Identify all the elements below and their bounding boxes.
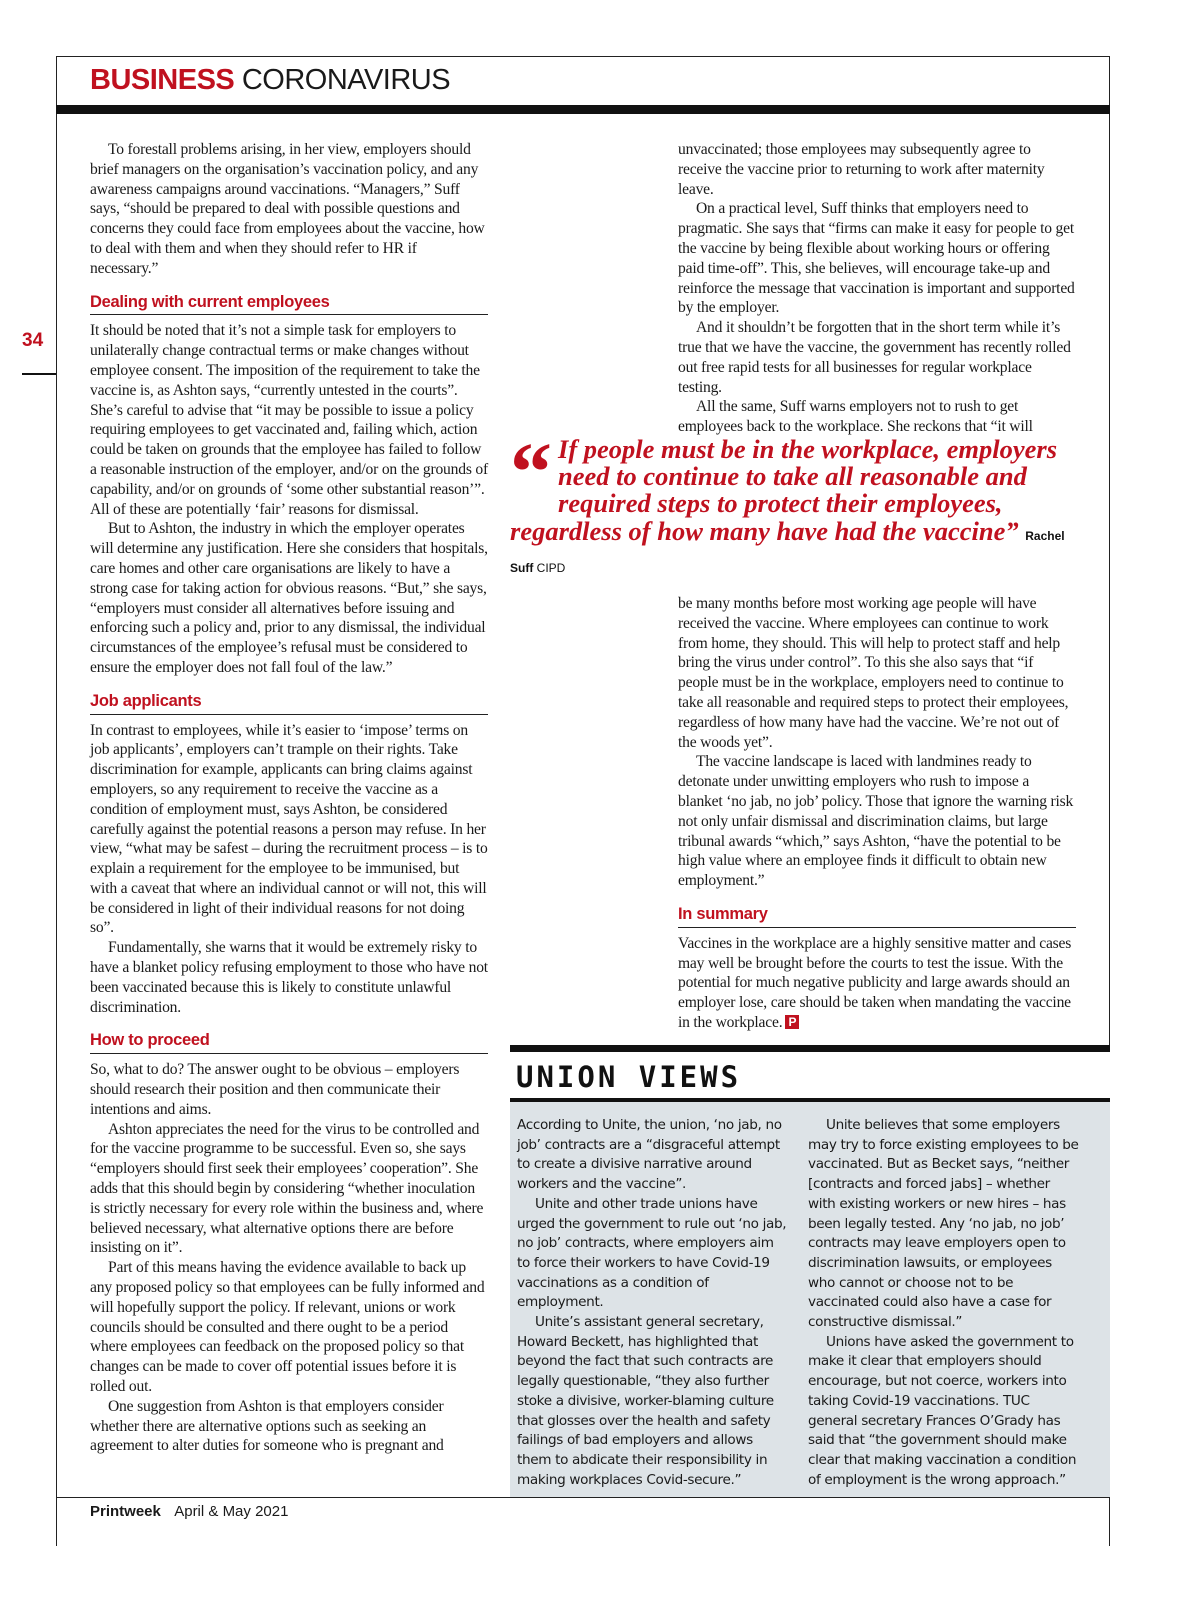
page-number-rule bbox=[22, 373, 56, 375]
union-views-title: UNION VIEWS bbox=[516, 1060, 742, 1094]
attribution-name: Rachel Suff bbox=[510, 528, 1065, 575]
section-header bbox=[90, 64, 450, 97]
paragraph: It should be noted that it’s not a simple task for employers to unilaterally change contractual terms or make changes without employee consent. The imposition of the requirement to take the vaccine is, as Ashton says, “currently untested in the courts”. She’s careful to advise that “it may be possible to issue a policy requiring employees to get vaccinated and, failing which, action could be taken on grounds that the employee has failed to follow a reasonable instruction of the employer, and/or on the grounds of capability, and/or on grounds of ‘some other substantial reason’”. All of these are potentially ‘fair’ reasons for dismissal. bbox=[90, 322, 488, 518]
paragraph: The vaccine landscape is laced with landmines ready to detonate under unwitting employers who rush to impose a blanket ‘no jab, no job’ policy. Those that ignore the warning risk not only unfair dismissal and discrimination claims, but large tribunal awards “which,” says Ashton, “have the potential to be high value where an employee finds it difficult to obtain new employment.” bbox=[678, 753, 1074, 890]
paragraph: be many months before most working age people will have received the vaccine. Where employees can continue to work from home, they should. This will help to protect staff and help bring the virus under control”. To this she also says that “if people must be in the workplace, employers need to continue to take all reasonable and required steps to protect their employees, regardless of how many have had the vaccine. We’re not out of the woods yet”. bbox=[678, 595, 1069, 751]
page-number: 34 bbox=[22, 330, 44, 351]
subheading-in-summary: In summary bbox=[678, 905, 1076, 928]
issue-date: April & May 2021 bbox=[174, 1503, 289, 1520]
attribution-org: CIPD bbox=[536, 560, 566, 575]
section-label: BUSINESS bbox=[90, 64, 235, 96]
paragraph: Part of this means having the evidence available to back up any proposed policy so that employees can be fully informed and will hopefully support the policy. If relevant, unions or work councils should be consulted and there ought to be a period where employees can feedback on the proposed policy so that changes can be made to cover off potential issues before it is rolled out. bbox=[90, 1259, 485, 1396]
topic-label: CORONAVIRUS bbox=[241, 64, 451, 96]
article-column-left bbox=[90, 140, 488, 1456]
paragraph: In contrast to employees, while it’s easier to ‘impose’ terms on job applicants’, employers can’t trample on their rights. Take discrimination for example, applicants can bring claims against employers, so any requirement to receive the vaccine as a condition of employment must, says Ashton, be considered carefully against the potential reasons a person may refuse. In her view, “what may be safest – during the recruitment process – is to explain a requirement for the employee to be immunised, but with a caveat that where an individual cannot or will not, this will be considered in light of their individual reasons for not doing so”. bbox=[90, 721, 488, 937]
subheading-job-applicants: Job applicants bbox=[90, 692, 488, 715]
article-column-right-top bbox=[678, 140, 1076, 437]
paragraph: And it shouldn’t be forgotten that in the short term while it’s true that we have the vaccine, the government has recently rolled out free rapid tests for all businesses for regular workplace testing. bbox=[678, 319, 1071, 396]
end-mark-icon: P bbox=[785, 1015, 799, 1029]
union-column-left bbox=[517, 1116, 789, 1490]
footer bbox=[90, 1503, 288, 1520]
footer-rule bbox=[56, 1497, 1110, 1498]
paragraph: Unite believes that some employers may try to force existing employees to be vaccinated. But as Becket says, “neither [contracts and forced jabs] – whether with existing workers or new hires – has been legally tested. Any ‘no jab, no job’ contracts may leave employers open to discrimination lawsuits, or employees who cannot or choose not to be vaccinated could also have a case for constructive dismissal.” bbox=[808, 1117, 1079, 1331]
paragraph: Unite and other trade unions have urged the government to rule out ‘no jab, no job’ contracts, where employers aim to force their workers to have Covid-19 vaccinations as a condition of employment. bbox=[517, 1195, 787, 1311]
paragraph: One suggestion from Ashton is that employers consider whether there are alternative options such as seeking an agreement to alter duties for someone who is pregnant and bbox=[90, 1397, 444, 1455]
quote-mark-icon: “ bbox=[510, 426, 552, 519]
pull-quote bbox=[510, 426, 1085, 582]
paragraph: According to Unite, the union, ‘no jab, no job’ contracts are a “disgraceful attempt to create a divisive narrative around workers and the vaccine”. bbox=[517, 1117, 782, 1193]
paragraph-summary bbox=[678, 934, 1076, 1033]
paragraph: Unite’s assistant general secretary, Howard Beckett, has highlighted that beyond the fact that such contracts are legally questionable, “they also further stoke a divisive, worker-blaming culture that glosses over the health and safety failings of bad employers and allows them to abdicate their responsibility in making workplaces Covid-secure.” bbox=[517, 1314, 774, 1488]
paragraph: Unions have asked the government to make it clear that employers should encourage, but not coerce, workers into taking Covid-19 vaccinations. TUC general secretary Frances O’Grady has said that “the government should make clear that making vaccination a condition of employment is the wrong approach.” bbox=[808, 1333, 1077, 1488]
header-rule bbox=[56, 105, 1110, 114]
paragraph: Fundamentally, she warns that it would be extremely risky to have a blanket policy refusing employment to those who have not been vaccinated because this is likely to constitute unlawful discrimination. bbox=[90, 939, 488, 1016]
union-column-right bbox=[808, 1116, 1080, 1490]
subheading-how-to-proceed: How to proceed bbox=[90, 1031, 488, 1054]
summary-text: Vaccines in the workplace are a highly sensitive matter and cases may well be brought before the courts to test the issue. With the potential for much negative publicity and large awards should an employer lose, care should be taken when mandating the vaccine in the workplace. bbox=[678, 934, 1072, 1031]
paragraph: On a practical level, Suff thinks that employers need to pragmatic. She says that “firms can make it easy for people to get the vaccine by being flexible about working hours or offering paid time-off”. This, she believes, will encourage take-up and reinforce the message that vaccination is important and supported by the employer. bbox=[678, 200, 1075, 317]
article-column-right-bottom bbox=[678, 594, 1076, 1033]
subheading-current-employees: Dealing with current employees bbox=[90, 293, 488, 316]
paragraph: So, what to do? The answer ought to be obvious – employers should research their position and then communicate their intentions and aims. bbox=[90, 1061, 460, 1118]
paragraph: All the same, Suff warns employers not to rush to get employees back to the workplace. She reckons that “it will bbox=[678, 398, 1033, 436]
magazine-name: Printweek bbox=[90, 1503, 161, 1520]
pull-quote-text: If people must be in the workplace, employers need to continue to take all reasonable and required steps to protect their employees, regardless of how many have had the vaccine” bbox=[510, 434, 1058, 546]
paragraph: unvaccinated; those employees may subsequently agree to receive the vaccine prior to returning to work after maternity leave. bbox=[678, 141, 1045, 198]
union-views-box bbox=[510, 1045, 1110, 1497]
paragraph: Ashton appreciates the need for the virus to be controlled and for the vaccine programme to be successful. Even so, she says “employers should first seek their employees’ cooperation”. She adds that this should begin by considering “whether inoculation is strictly necessary for every role within the business and, where believed necessary, what alternative options there are before insisting on it”. bbox=[90, 1120, 484, 1257]
union-title-rule bbox=[510, 1098, 1110, 1102]
paragraph: But to Ashton, the industry in which the employer operates will determine any justification. Here she considers that hospitals, care homes and other care organisations are likely to have a strong case for taking action for obvious reasons. “But,” she says, “employers must consider all alternatives before issuing and enforcing such a policy and, prior to any dismissal, the individual circumstances of the employee’s refusal must be considered to ensure the employer does not fall foul of the law.” bbox=[90, 520, 488, 676]
paragraph: To forestall problems arising, in her view, employers should brief managers on the organisation’s vaccination policy, and any awareness campaigns around vaccinations. “Managers,” Suff says, “should be prepared to deal with possible questions and concerns they could face from employees about the vaccine, how to deal with them and when they should refer to HR if necessary.” bbox=[90, 141, 485, 277]
